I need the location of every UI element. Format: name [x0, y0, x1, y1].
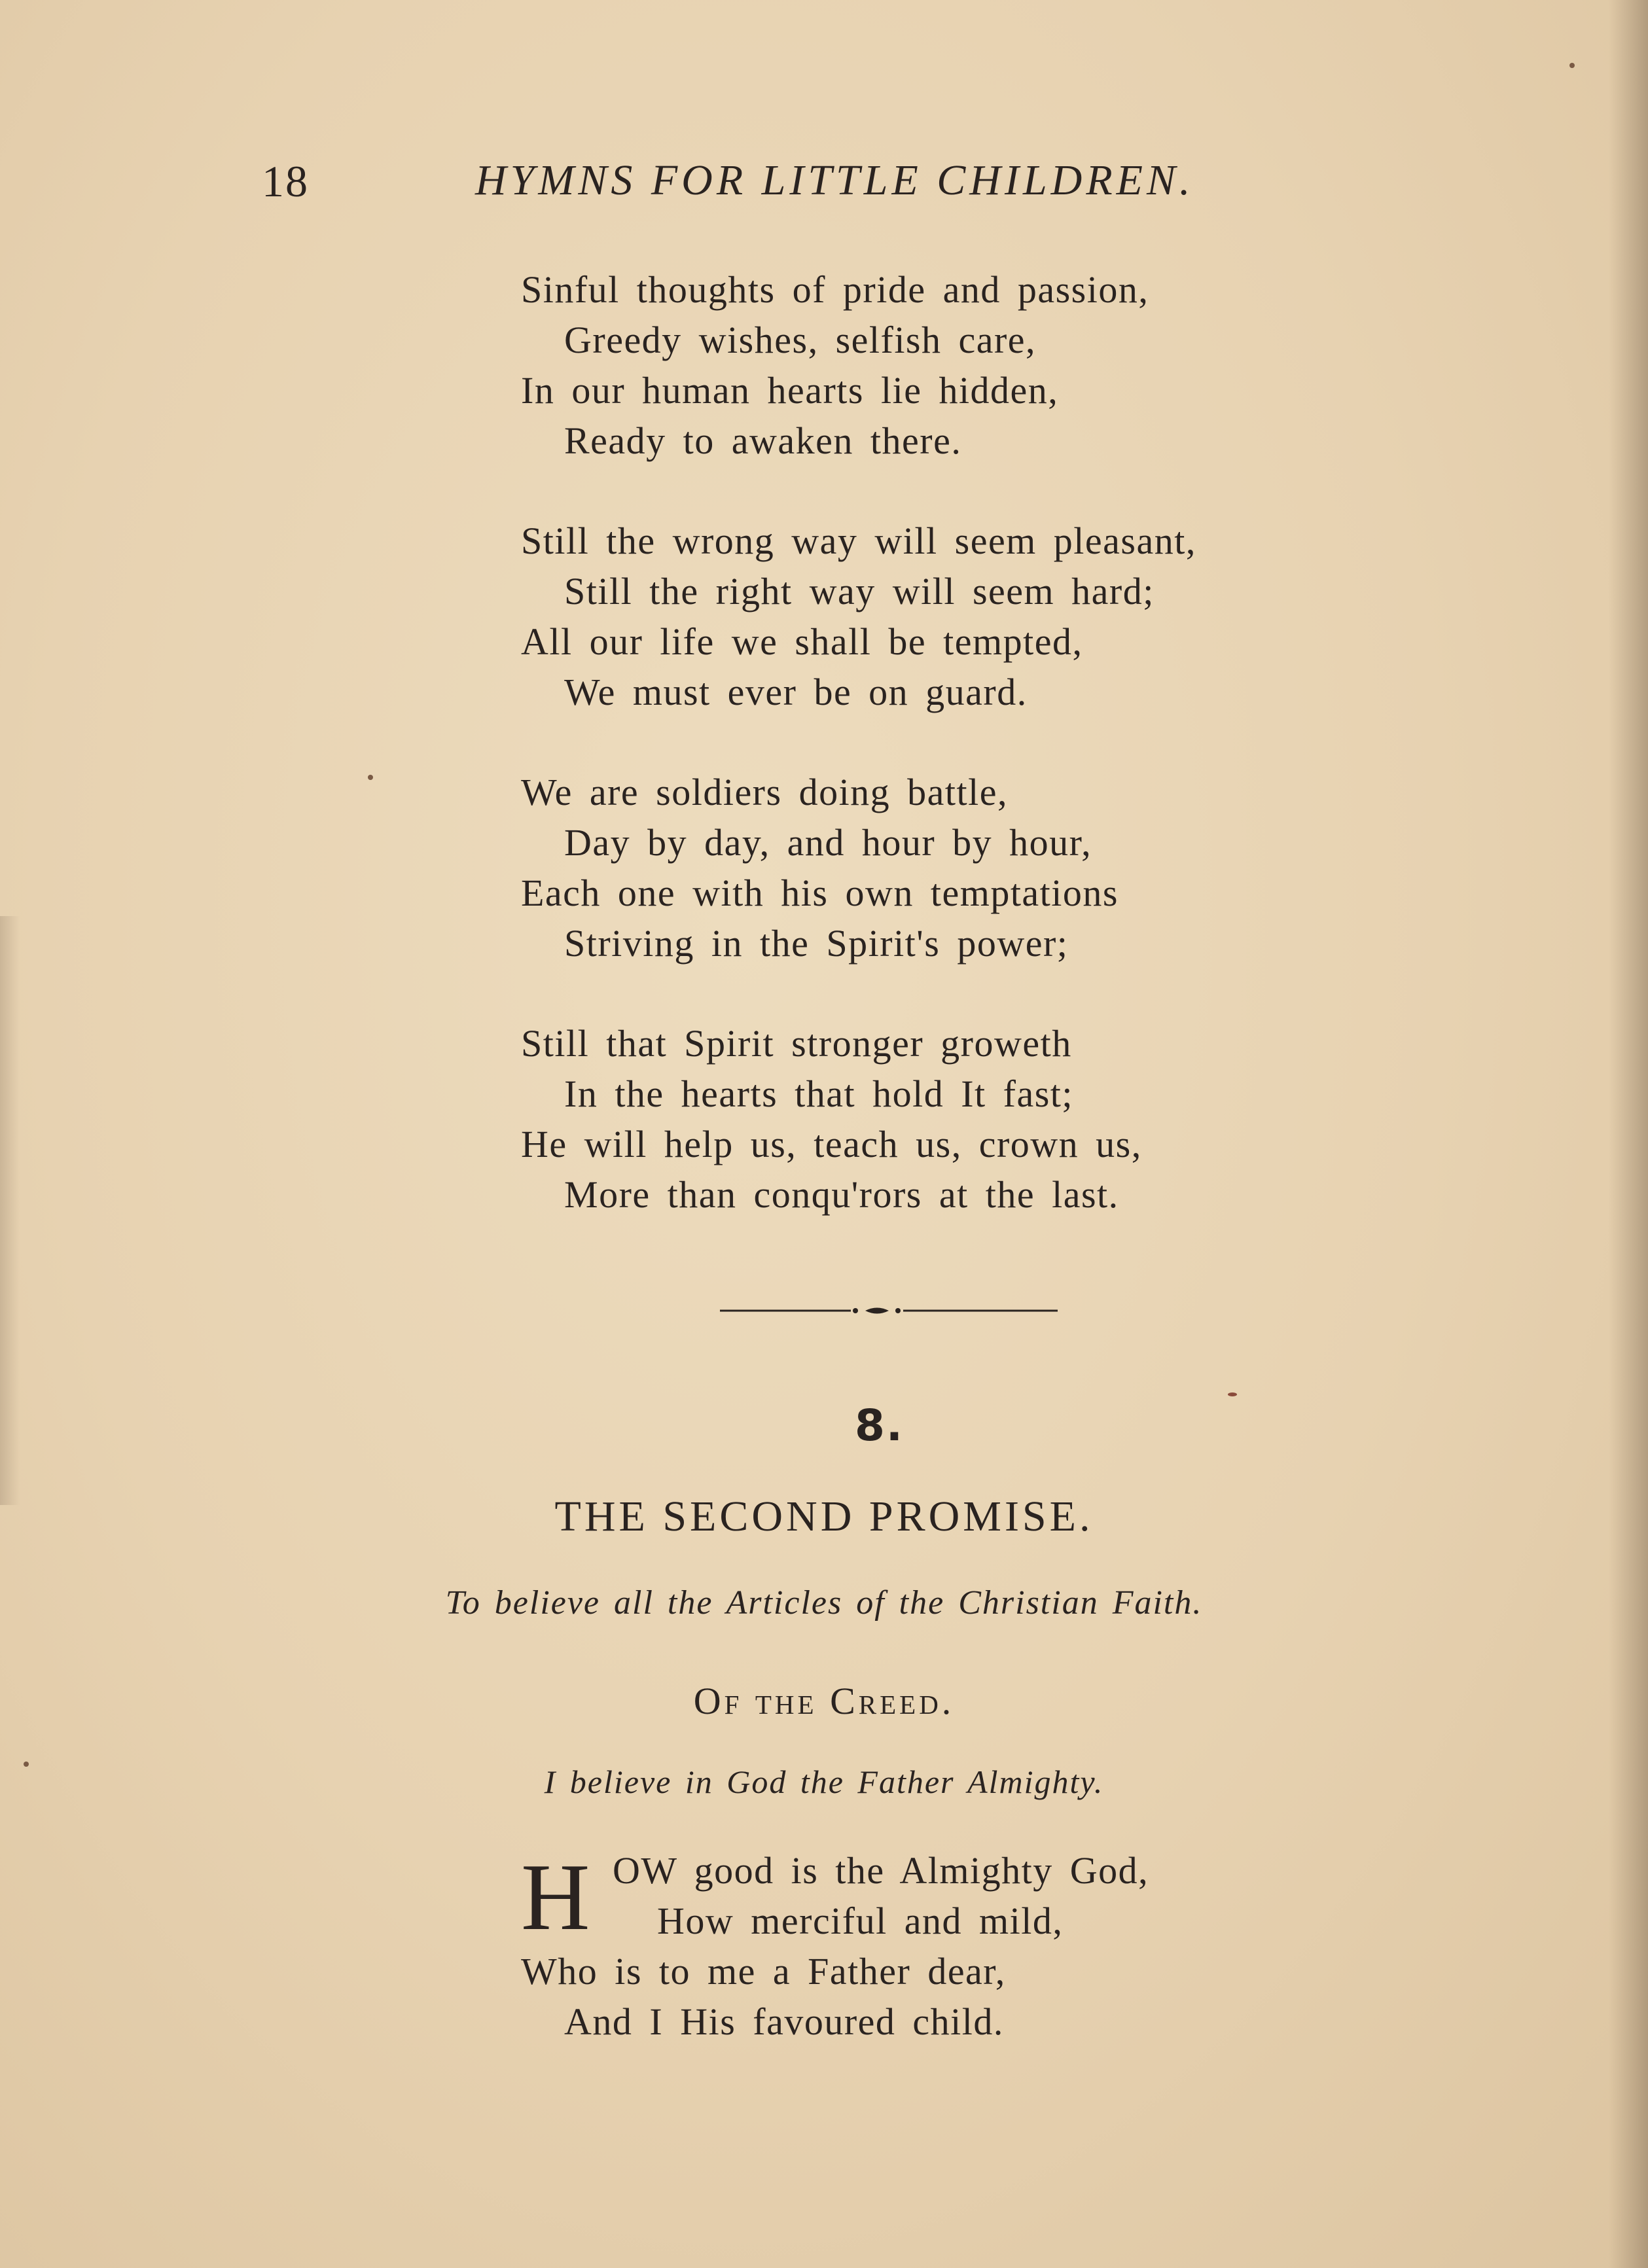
verse-line: OW good is the Almighty God,	[613, 1849, 1149, 1892]
ornamental-divider	[720, 1300, 1058, 1322]
paper-speck	[1569, 63, 1575, 68]
verse-line: More than conqu'rors at the last.	[564, 1173, 1119, 1216]
paper-speck	[24, 1762, 29, 1767]
verse-line: Ready to awaken there.	[564, 419, 962, 462]
stanza-1	[521, 264, 1149, 466]
hymn-subtitle: To believe all the Articles of the Christian Faith.	[445, 1584, 1203, 1621]
verse-line: We are soldiers doing battle,	[521, 771, 1009, 813]
verse-line: Still the wrong way will seem pleasant,	[521, 520, 1196, 562]
section-title: Of the Creed.	[693, 1680, 955, 1722]
verse-line: Who is to me a Father dear,	[521, 1950, 1006, 1993]
hymn-number: 8.	[855, 1400, 904, 1451]
page-edge-stain	[0, 916, 20, 1505]
verse-line: He will help us, teach us, crown us,	[521, 1123, 1142, 1165]
verse-line: Day by day, and hour by hour,	[564, 821, 1092, 864]
verse-line: How merciful and mild,	[657, 1900, 1064, 1942]
verse-line: Each one with his own temptations	[521, 872, 1119, 914]
stanza-3	[521, 767, 1119, 968]
verse-line: Still that Spirit stronger groweth	[521, 1022, 1072, 1065]
stanza-4	[521, 1018, 1142, 1220]
verse-line: Sinful thoughts of pride and passion,	[521, 268, 1149, 311]
page-number: 18	[262, 156, 309, 206]
running-title: HYMNS FOR LITTLE CHILDREN.	[475, 156, 1194, 204]
verse-line: All our life we shall be tempted,	[521, 620, 1083, 663]
hymn-first-stanza	[521, 1845, 1149, 2047]
hymn-title: THE SECOND PROMISE.	[554, 1493, 1094, 1540]
verse-line: Still the right way will seem hard;	[564, 570, 1155, 612]
verse-line: In our human hearts lie hidden,	[521, 369, 1059, 412]
stanza-2	[521, 516, 1196, 717]
paper-speck	[368, 775, 373, 780]
section-verse: I believe in God the Father Almighty.	[544, 1763, 1104, 1800]
verse-line: And I His favoured child.	[564, 2000, 1004, 2043]
verse-line: We must ever be on guard.	[564, 671, 1028, 713]
verse-line: In the hearts that hold It fast;	[564, 1072, 1074, 1115]
verse-line: Striving in the Spirit's power;	[564, 922, 1069, 965]
verse-line: Greedy wishes, selfish care,	[564, 319, 1037, 361]
paper-speck	[1228, 1392, 1237, 1396]
drop-cap: H	[521, 1844, 591, 1950]
page-edge-shadow	[1609, 0, 1648, 2268]
